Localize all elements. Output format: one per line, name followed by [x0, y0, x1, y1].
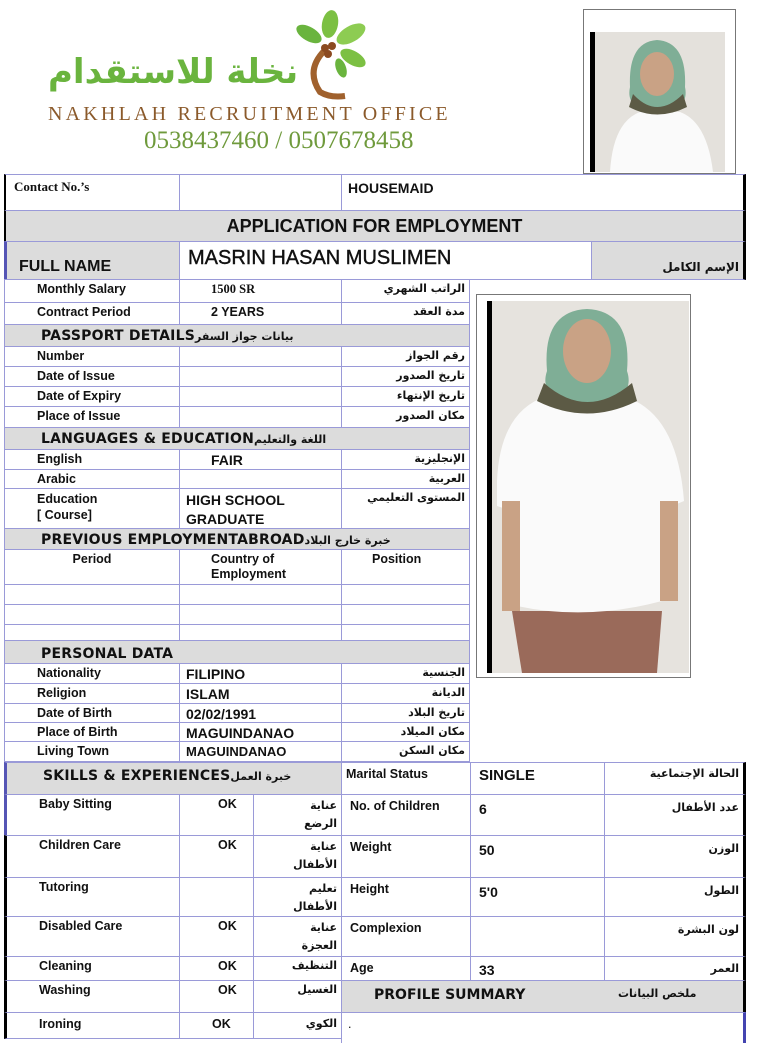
height-ar: الطول: [604, 877, 746, 917]
monthly-salary-value: 1500 SR: [179, 279, 342, 303]
contract-period-value: 2 YEARS: [179, 302, 342, 325]
applicant-photo-large: [487, 301, 689, 673]
employment-row-2-country[interactable]: [179, 604, 342, 625]
arabic-ar: العربية: [341, 469, 470, 489]
passport-title-ar: بيانات جواز السفر: [194, 330, 294, 343]
contract-period-ar: مدة العقد: [341, 302, 470, 325]
english-value: FAIR: [179, 449, 342, 470]
passport-number-label: Number: [4, 346, 180, 367]
weight-ar: الوزن: [604, 835, 746, 878]
children-count-value: 6: [470, 794, 605, 836]
children-care-label: Children Care: [4, 835, 180, 878]
ironing-ar: الكوي: [253, 1012, 342, 1039]
age-ar: العمر: [604, 956, 746, 981]
nationality-value: FILIPINO: [179, 663, 342, 684]
employment-row-2-period[interactable]: [4, 604, 180, 625]
passport-number-ar: رقم الجواز: [341, 346, 470, 367]
position-applied: HOUSEMAID: [341, 174, 746, 211]
employment-title-ar: خبرة خارج البلاد: [304, 534, 391, 547]
religion-value: ISLAM: [179, 683, 342, 704]
employment-row-3-period[interactable]: [4, 624, 180, 641]
contact-label: Contact No.’s: [4, 174, 180, 211]
education-value: HIGH SCHOOL GRADUATE: [179, 488, 342, 529]
weight-label: Weight: [341, 835, 471, 878]
nationality-label: Nationality: [4, 663, 180, 684]
languages-section-title: [4, 427, 470, 450]
employment-section-title: [4, 528, 470, 550]
form-title: APPLICATION FOR EMPLOYMENT: [4, 210, 746, 242]
disabled-care-value: OK: [179, 916, 254, 957]
place-of-issue-ar: مكان الصدور: [341, 406, 470, 428]
age-value: 33: [470, 956, 605, 981]
disabled-care-label: Disabled Care: [4, 916, 180, 957]
skills-section-title: [4, 762, 342, 795]
complexion-label: Complexion: [341, 916, 471, 957]
children-care-value: OK: [179, 835, 254, 878]
tutoring-value: [179, 877, 254, 917]
date-of-issue-value[interactable]: [179, 366, 342, 387]
date-of-expiry-value[interactable]: [179, 386, 342, 407]
profile-summary-title-ar: ملخص البيانات: [618, 987, 697, 1000]
languages-title: LANGUAGES & EDUCATION: [41, 431, 254, 447]
full-name-ar: الإسم الكامل: [591, 241, 746, 280]
employment-row-3-position[interactable]: [341, 624, 470, 641]
applicant-photo-small: [590, 32, 725, 172]
marital-status-value: SINGLE: [470, 762, 605, 795]
date-of-birth-ar: تاريخ البلاد: [341, 703, 470, 723]
date-of-birth-label: Date of Birth: [4, 703, 180, 723]
english-ar: الإنجليزية: [341, 449, 470, 470]
employment-row-1-position[interactable]: [341, 584, 470, 605]
washing-ar: الغسيل: [253, 980, 342, 1013]
large-photo-frame: [476, 294, 691, 678]
age-label: Age: [341, 956, 471, 981]
disabled-care-ar: عناية العجزة: [253, 916, 342, 957]
monthly-salary-label: Monthly Salary: [4, 279, 180, 303]
contact-value[interactable]: [179, 174, 342, 211]
employment-row-1-period[interactable]: [4, 584, 180, 605]
religion-ar: الديانة: [341, 683, 470, 704]
logo-arabic-left: نخلة للاستقدام: [48, 52, 299, 92]
date-of-issue-ar: تاريخ الصدور: [341, 366, 470, 387]
tutoring-label: Tutoring: [4, 877, 180, 917]
employment-col-period: Period: [4, 549, 180, 585]
washing-value: OK: [179, 980, 254, 1013]
education-label: Education [ Course]: [4, 488, 180, 529]
place-of-birth-label: Place of Birth: [4, 722, 180, 742]
religion-label: Religion: [4, 683, 180, 704]
employment-row-1-country[interactable]: [179, 584, 342, 605]
logo: [40, 8, 510, 158]
place-of-birth-ar: مكان الميلاد: [341, 722, 470, 742]
employment-col-position: Position: [341, 549, 470, 585]
date-of-expiry-ar: تاريخ الإنتهاء: [341, 386, 470, 407]
children-count-label: No. of Children: [341, 794, 471, 836]
tutoring-ar: تعليم الأطفال: [253, 877, 342, 917]
ironing-label: Ironing: [4, 1012, 180, 1039]
living-town-value: MAGUINDANAO: [179, 741, 342, 762]
cleaning-label: Cleaning: [4, 956, 180, 981]
passport-section-title: [4, 324, 470, 347]
skills-table: [4, 762, 342, 1043]
cleaning-ar: التنظيف: [253, 956, 342, 981]
full-name-label: FULL NAME: [4, 241, 180, 280]
marital-status-ar: الحالة الإجتماعية: [604, 762, 746, 795]
nationality-ar: الجنسية: [341, 663, 470, 684]
height-value: 5'0: [470, 877, 605, 917]
employment-col-country: Country of Employment: [179, 549, 342, 585]
languages-title-ar: اللغة والتعليم: [253, 433, 327, 446]
profile-summary-text[interactable]: .: [341, 1012, 746, 1043]
contract-period-label: Contract Period: [4, 302, 180, 325]
living-town-ar: مكان السكن: [341, 741, 470, 762]
place-of-issue-label: Place of Issue: [4, 406, 180, 428]
arabic-value[interactable]: [179, 469, 342, 489]
place-of-birth-value: MAGUINDANAO: [179, 722, 342, 742]
skills-title: SKILLS & EXPERIENCES: [43, 768, 231, 784]
height-label: Height: [341, 877, 471, 917]
small-photo-frame: [583, 9, 736, 174]
children-count-ar: عدد الأطفال: [604, 794, 746, 836]
employment-row-3-country[interactable]: [179, 624, 342, 641]
cleaning-value: OK: [179, 956, 254, 981]
baby-sitting-value: OK: [179, 794, 254, 836]
office-name: NAKHLAH RECRUITMENT OFFICE: [48, 103, 451, 125]
employment-row-2-position[interactable]: [341, 604, 470, 625]
full-name-value: MASRIN HASAN MUSLIMEN: [179, 241, 592, 280]
arabic-label: Arabic: [4, 469, 180, 489]
complexion-ar: لون البشرة: [604, 916, 746, 957]
ironing-value: OK: [179, 1012, 254, 1039]
baby-sitting-ar: عناية الرضع: [253, 794, 342, 836]
date-of-expiry-label: Date of Expiry: [4, 386, 180, 407]
date-of-issue-label: Date of Issue: [4, 366, 180, 387]
office-phones: 0538437460 / 0507678458: [144, 127, 414, 154]
details-table: [341, 762, 746, 1043]
palm-tree-icon: [285, 10, 375, 100]
living-town-label: Living Town: [4, 741, 180, 762]
baby-sitting-label: Baby Sitting: [4, 794, 180, 836]
weight-value: 50: [470, 835, 605, 878]
education-ar: المستوى التعليمي: [341, 488, 470, 529]
passport-title: PASSPORT DETAILS: [41, 328, 195, 344]
passport-number-value[interactable]: [179, 346, 342, 367]
personal-section-title: PERSONAL DATA: [4, 640, 470, 664]
washing-label: Washing: [4, 980, 180, 1013]
place-of-issue-value[interactable]: [179, 406, 342, 428]
skills-title-ar: خبرة العمل: [230, 770, 292, 783]
employment-title: PREVIOUS EMPLOYMENTABROAD: [41, 532, 305, 548]
english-label: English: [4, 449, 180, 470]
children-care-ar: عناية الأطفال: [253, 835, 342, 878]
profile-summary-title: PROFILE SUMMARY: [374, 987, 526, 1003]
profile-summary-header: [341, 980, 746, 1013]
complexion-value[interactable]: [470, 916, 605, 957]
marital-status-label: Marital Status: [341, 762, 471, 795]
date-of-birth-value: 02/02/1991: [179, 703, 342, 723]
monthly-salary-ar: الراتب الشهري: [341, 279, 470, 303]
